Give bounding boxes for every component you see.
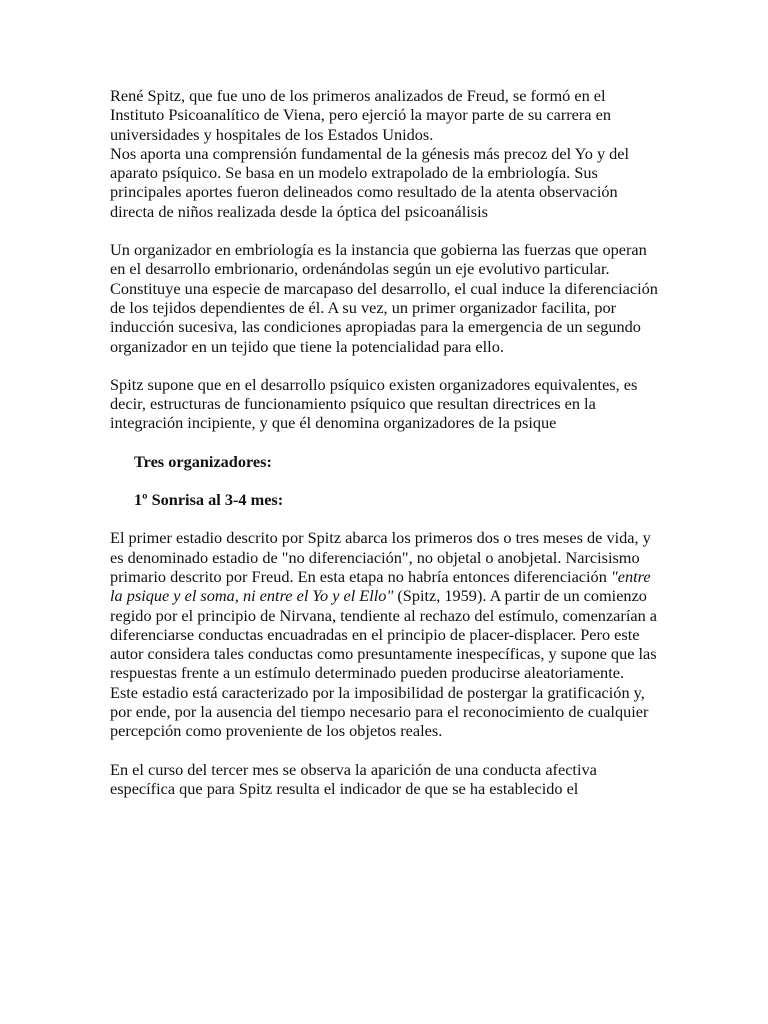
paragraph-gap [110, 433, 662, 452]
paragraph-stage-characteristics: Este estadio está caracterizado por la imposibilidad de postergar la gratificación y, por ende, por la ausencia del tiempo necesario para el reconocimiento de cualquier percepción como proveniente de los objetos reales. [110, 682, 649, 741]
paragraph-gap [110, 741, 662, 760]
paragraph-organizer-definition: Un organizador en embriología es la instancia que gobierna las fuerzas que operan en el desarrollo embrionario, ordenándolas según un eje evolutivo particular. Constituye una especie de marcapaso del desarrollo, el cual induce la diferenciación de los tejidos dependientes de él. A su vez, un primer organizador facilita, por inducción sucesiva, las condiciones apropiadas para la emergencia de un segundo organizador en un tejido que tiene la potencialidad para ello. [110, 240, 658, 356]
paragraph-contribution: Nos aporta una comprensión fundamental de la génesis más precoz del Yo y del aparato psíquico. Se basa en un modelo extrapolado de la embriología. Sus principales aportes fueron delineados como resultado de la atenta observación directa de niños realizada desde la óptica del psicoanálisis [110, 143, 630, 221]
paragraph-gap [110, 221, 662, 240]
heading-first-organizer: 1º Sonrisa al 3-4 mes: [134, 490, 284, 510]
paragraph-spitz-organizers: Spitz supone que en el desarrollo psíquico existen organizadores equivalentes, es decir, estructuras de funcionamiento psíquico que resultan directrices en la integración incipiente, y que él denomina organizadores de la psique [110, 374, 638, 433]
paragraph-intro: René Spitz, que fue uno de los primeros analizados de Freud, se formó en el Instituto Psicoanalítico de Viena, pero ejerció la mayor parte de su carrera en universidades y hospitales de los Estados Unidos. [110, 86, 611, 144]
first-stage-quote: "entre la psique y el soma, ni entre el Yo y el Ello" [110, 566, 651, 606]
paragraph-third-month: En el curso del tercer mes se observa la aparición de una conducta afectiva específica que para Spitz resulta el indicador de que se ha establecido el [110, 759, 597, 798]
first-stage-text: El primer estadio descrito por Spitz abarca los primeros dos o tres meses de vida, y es denominado estadio de "no diferenciación", no objetal o anobjetal. Narcisismo primario descrito por Freud. En esta etapa no habría entonces diferenciación [110, 528, 651, 586]
paragraph-gap [110, 509, 662, 528]
paragraph-gap [110, 471, 662, 490]
paragraph-first-stage [110, 528, 662, 682]
first-stage-text-continued: (Spitz, 1959). A partir de un comienzo regido por el principio de Nirvana, tendiente al rechazo del estímulo, comenzarían a diferenciarse conductas encuadradas en el principio de placer-displacer. Pero este autor considera tales conductas como presuntamente inespecíficas, y supone que las respuestas frente a un estímulo determinado pueden producirse aleatoriamente. [110, 586, 658, 683]
document-body [110, 86, 662, 798]
heading-three-organizers: Tres organizadores: [134, 451, 272, 471]
paragraph-gap [110, 356, 662, 375]
